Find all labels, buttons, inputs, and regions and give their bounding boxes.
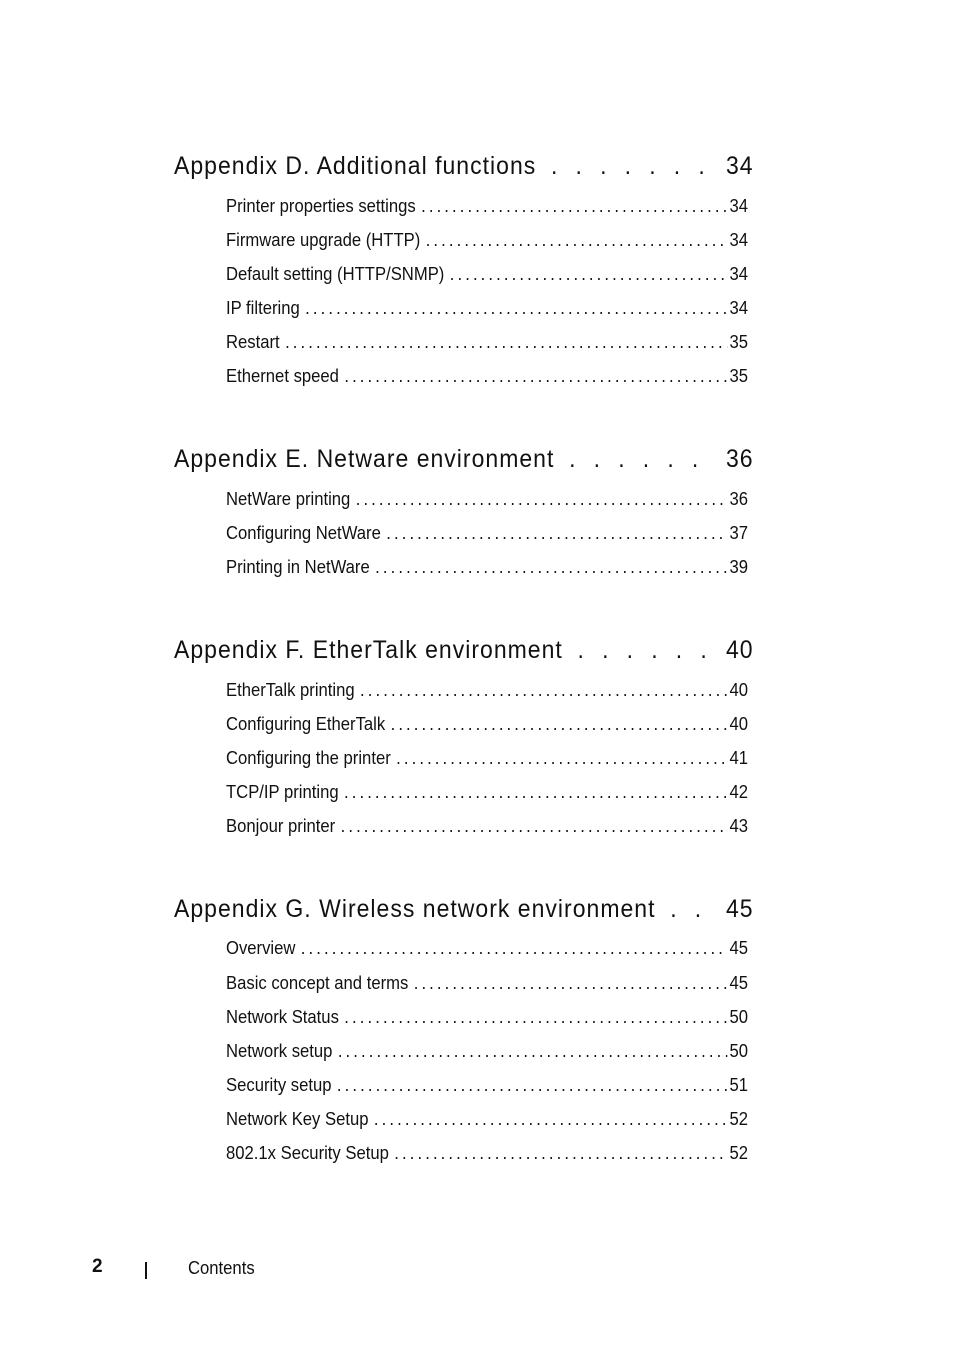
dot-leader [421,195,728,217]
dot-leader [396,747,728,769]
toc-heading[interactable] [174,895,754,929]
toc-entry-title: Configuring the printer [226,747,391,768]
dot-leader [301,937,728,959]
dot-leader [578,636,717,665]
toc-entry[interactable] [226,229,748,255]
toc-entry[interactable] [226,1006,748,1032]
toc-entry-title: Printer properties settings [226,195,416,216]
toc-entry-page: 40 [729,679,748,700]
toc-heading-page: 34 [725,152,754,180]
footer-divider [145,1262,147,1279]
toc-entry[interactable] [226,713,748,739]
toc-entry[interactable] [226,1040,748,1066]
toc-entry-title: Network setup [226,1040,333,1061]
dot-leader [285,331,728,353]
toc-entry-page: 50 [729,1040,748,1061]
dot-leader [450,263,728,285]
toc-heading-title: Appendix E. Netware environment [174,445,555,473]
toc-entry-page: 40 [729,713,748,734]
toc-entry-page: 34 [729,297,748,318]
toc-entry-page: 34 [729,263,748,284]
toc-entry-page: 42 [729,781,748,802]
toc-entry-title: Restart [226,331,280,352]
dot-leader [344,1006,727,1028]
dot-leader [356,488,728,510]
toc-entry-title: Bonjour printer [226,815,336,836]
dot-leader [394,1142,727,1164]
toc-entry[interactable] [226,331,748,357]
toc-entry-title: Configuring EtherTalk [226,713,386,734]
toc-entry[interactable] [226,781,748,807]
dot-leader [386,522,727,544]
toc-entry-title: Overview [226,937,296,958]
dot-leader [414,972,728,994]
toc-entry-page: 41 [729,747,748,768]
toc-entry[interactable] [226,297,748,323]
toc-entry-title: Ethernet speed [226,365,339,386]
footer-label: Contents [188,1257,255,1278]
toc-entry[interactable] [226,937,748,963]
toc-entry[interactable] [226,972,748,998]
toc-entry[interactable] [226,365,748,391]
toc-entry[interactable] [226,263,748,289]
toc-entry[interactable] [226,1108,748,1134]
toc-entry-page: 39 [729,556,748,577]
toc-entry-title: Network Key Setup [226,1108,369,1129]
toc-heading-page: 45 [725,895,754,923]
dot-leader [375,556,728,578]
toc-heading-title: Appendix F. EtherTalk environment [174,636,563,664]
toc-entry-title: EtherTalk printing [226,679,355,700]
toc-entry-page: 34 [729,229,748,250]
dot-leader [374,1108,728,1130]
toc-entry-title: Network Status [226,1006,339,1027]
dot-leader [670,895,717,924]
toc-entry[interactable] [226,522,748,548]
toc-entry-page: 52 [729,1108,748,1129]
footer-page-number: 2 [92,1256,103,1277]
dot-leader [551,152,717,181]
toc-entry-page: 52 [729,1142,748,1163]
dot-leader [569,445,717,474]
toc-heading-title: Appendix D. Additional functions [174,152,537,180]
toc-entry-title: Firmware upgrade (HTTP) [226,229,421,250]
toc-heading[interactable] [174,445,754,479]
dot-leader [341,815,728,837]
dot-leader [391,713,728,735]
toc-entry[interactable] [226,1074,748,1100]
toc-heading[interactable] [174,152,754,186]
toc-entry[interactable] [226,679,748,705]
toc-entry-page: 36 [729,488,748,509]
toc-entry-title: TCP/IP printing [226,781,339,802]
toc-entry-page: 45 [729,937,748,958]
toc-entry-page: 35 [729,365,748,386]
toc-entry[interactable] [226,747,748,773]
toc-entry-title: Security setup [226,1074,332,1095]
toc-heading[interactable] [174,636,754,670]
toc-entry-title: NetWare printing [226,488,351,509]
toc-entry-page: 50 [729,1006,748,1027]
toc-entry-title: Default setting (HTTP/SNMP) [226,263,445,284]
toc-entry-page: 35 [729,331,748,352]
toc-entry-title: Basic concept and terms [226,972,409,993]
dot-leader [338,1040,728,1062]
toc-entry-page: 37 [729,522,748,543]
dot-leader [344,365,727,387]
toc-entry-page: 34 [729,195,748,216]
toc-entry-title: 802.1x Security Setup [226,1142,389,1163]
toc-entry[interactable] [226,488,748,514]
toc-entry[interactable] [226,195,748,221]
toc-heading-page: 40 [725,636,754,664]
toc-entry[interactable] [226,815,748,841]
toc-heading-page: 36 [725,445,754,473]
dot-leader [337,1074,728,1096]
toc-entry[interactable] [226,556,748,582]
toc-entry-page: 43 [729,815,748,836]
toc-entry[interactable] [226,1142,748,1168]
toc-entry-title: IP filtering [226,297,300,318]
dot-leader [305,297,728,319]
dot-leader [344,781,728,803]
toc-heading-title: Appendix G. Wireless network environment [174,895,656,923]
toc-entry-title: Configuring NetWare [226,522,381,543]
toc-entry-page: 51 [729,1074,748,1095]
dot-leader [360,679,728,701]
toc-entry-title: Printing in NetWare [226,556,370,577]
dot-leader [426,229,728,251]
toc-entry-page: 45 [729,972,748,993]
